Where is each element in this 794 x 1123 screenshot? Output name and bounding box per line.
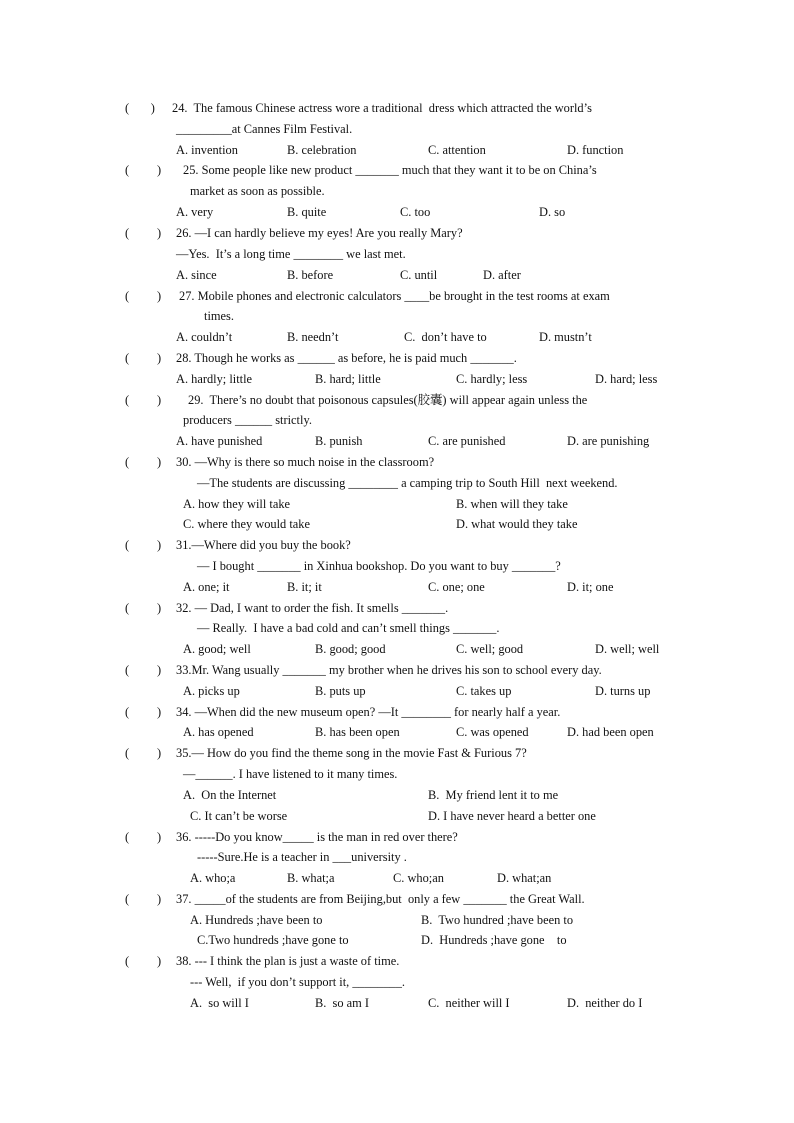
answer-option: B. has been open (315, 725, 400, 739)
answer-option: B. so am I (315, 996, 370, 1010)
answer-option: D. what;an (497, 871, 552, 885)
question-stem: 33.Mr. Wang usually _______ my brother when he drives his son to school every day. (176, 663, 602, 677)
answer-option: C. was opened (456, 725, 529, 739)
question-stem: 24. The famous Chinese actress wore a traditional dress which attracted the world’s (172, 101, 592, 115)
answer-option: C. one; one (428, 580, 485, 594)
answer-blank-paren: ( ) (125, 954, 162, 968)
answer-option: B. puts up (315, 684, 366, 698)
answer-blank-paren: ( ) (125, 226, 162, 240)
answer-option: B. before (287, 268, 334, 282)
question-stem: 32. — Dad, I want to order the fish. It smells _______. (176, 601, 449, 615)
answer-option: D. so (539, 205, 566, 219)
answer-blank-paren: ( ) (125, 663, 162, 677)
answer-option: A. how they will take (183, 497, 291, 511)
answer-option: B. hard; little (315, 372, 381, 386)
answer-option: A. Hundreds ;have been to (190, 913, 323, 927)
answer-option: D. Hundreds ;have gone to (421, 933, 567, 947)
answer-option: D. are punishing (567, 434, 650, 448)
answer-option: D. neither do I (567, 996, 643, 1010)
answer-option: C. don’t have to (404, 330, 487, 344)
question-stem-continuation: times. (204, 309, 234, 323)
answer-option: A. have punished (176, 434, 263, 448)
question-stem-continuation: market as soon as possible. (190, 184, 325, 198)
answer-option: C. neither will I (428, 996, 510, 1010)
answer-blank-paren: ( ) (125, 538, 162, 552)
question-stem-continuation: --- Well, if you don’t support it, ________. (190, 975, 406, 989)
question-stem-continuation: _________at Cannes Film Festival. (176, 122, 353, 136)
answer-option: A. invention (176, 143, 238, 157)
answer-blank-paren: ( ) (125, 101, 155, 115)
question-stem: 26. —I can hardly believe my eyes! Are you really Mary? (176, 226, 463, 240)
question-stem: 30. —Why is there so much noise in the classroom? (176, 455, 435, 469)
question-stem: 37. _____of the students are from Beijing,but only a few _______ the Great Wall. (176, 892, 585, 906)
answer-blank-paren: ( ) (125, 455, 162, 469)
answer-option: A. so will I (190, 996, 249, 1010)
answer-option: D. function (567, 143, 624, 157)
answer-blank-paren: ( ) (125, 746, 162, 760)
answer-option: C. It can’t be worse (190, 809, 288, 823)
answer-option: A. since (176, 268, 217, 282)
answer-option: C. hardly; less (456, 372, 528, 386)
question-stem-continuation: —______. I have listened to it many times. (183, 767, 398, 781)
answer-blank-paren: ( ) (125, 163, 162, 177)
answer-option: B. when will they take (456, 497, 568, 511)
answer-option: B. punish (315, 434, 363, 448)
answer-blank-paren: ( ) (125, 892, 162, 906)
answer-option: D. mustn’t (539, 330, 592, 344)
answer-option: D. turns up (595, 684, 651, 698)
answer-option: D. well; well (595, 642, 660, 656)
answer-option: C.Two hundreds ;have gone to (197, 933, 349, 947)
answer-option: D. it; one (567, 580, 614, 594)
answer-option: D. I have never heard a better one (428, 809, 596, 823)
answer-option: D. what would they take (456, 517, 578, 531)
answer-option: A. one; it (183, 580, 230, 594)
answer-option: B. it; it (287, 580, 322, 594)
answer-option: C. until (400, 268, 438, 282)
answer-option: A. couldn’t (176, 330, 233, 344)
answer-option: A. very (176, 205, 214, 219)
answer-blank-paren: ( ) (125, 393, 162, 407)
answer-option: C. well; good (456, 642, 524, 656)
answer-blank-paren: ( ) (125, 601, 162, 615)
question-stem-continuation: -----Sure.He is a teacher in ___university . (197, 850, 407, 864)
answer-option: D. had been open (567, 725, 654, 739)
question-stem-continuation: —Yes. It’s a long time ________ we last met. (176, 247, 406, 261)
answer-option: C. are punished (428, 434, 506, 448)
answer-option: A. has opened (183, 725, 254, 739)
answer-option: B. quite (287, 205, 327, 219)
answer-option: A. hardly; little (176, 372, 253, 386)
answer-option: B. good; good (315, 642, 386, 656)
question-stem: 38. --- I think the plan is just a waste of time. (176, 954, 400, 968)
answer-blank-paren: ( ) (125, 351, 162, 365)
answer-blank-paren: ( ) (125, 705, 162, 719)
question-stem-continuation: —The students are discussing ________ a camping trip to South Hill next weekend. (197, 476, 618, 490)
answer-option: A. good; well (183, 642, 251, 656)
question-stem: 29. There’s no doubt that poisonous capsules(胶囊) will appear again unless the (188, 393, 588, 407)
question-stem-continuation: producers ______ strictly. (183, 413, 312, 427)
answer-option: C. where they would take (183, 517, 310, 531)
question-stem: 36. -----Do you know_____ is the man in red over there? (176, 830, 458, 844)
answer-option: C. attention (428, 143, 486, 157)
answer-blank-paren: ( ) (125, 289, 162, 303)
question-stem: 34. —When did the new museum open? —It ________ for nearly half a year. (176, 705, 561, 719)
question-stem: 27. Mobile phones and electronic calculators ____be brought in the test rooms at exam (179, 289, 610, 303)
answer-option: C. who;an (393, 871, 444, 885)
question-stem-continuation: — Really. I have a bad cold and can’t smell things _______. (197, 621, 500, 635)
answer-option: C. too (400, 205, 431, 219)
question-stem-continuation: — I bought _______ in Xinhua bookshop. Do you want to buy _______? (197, 559, 561, 573)
question-stem: 28. Though he works as ______ as before, he is paid much _______. (176, 351, 517, 365)
answer-option: C. takes up (456, 684, 512, 698)
answer-option: D. after (483, 268, 521, 282)
answer-option: D. hard; less (595, 372, 658, 386)
answer-option: B. what;a (287, 871, 335, 885)
answer-option: B. needn’t (287, 330, 339, 344)
answer-option: B. Two hundred ;have been to (421, 913, 574, 927)
question-stem: 25. Some people like new product _______ much that they want it to be on China’s (183, 163, 597, 177)
answer-option: B. celebration (287, 143, 357, 157)
answer-option: A. picks up (183, 684, 240, 698)
answer-blank-paren: ( ) (125, 830, 162, 844)
question-stem: 31.—Where did you buy the book? (176, 538, 351, 552)
question-stem: 35.— How do you find the theme song in the movie Fast & Furious 7? (176, 746, 527, 760)
answer-option: A. On the Internet (183, 788, 277, 802)
answer-option: A. who;a (190, 871, 236, 885)
answer-option: B. My friend lent it to me (428, 788, 559, 802)
